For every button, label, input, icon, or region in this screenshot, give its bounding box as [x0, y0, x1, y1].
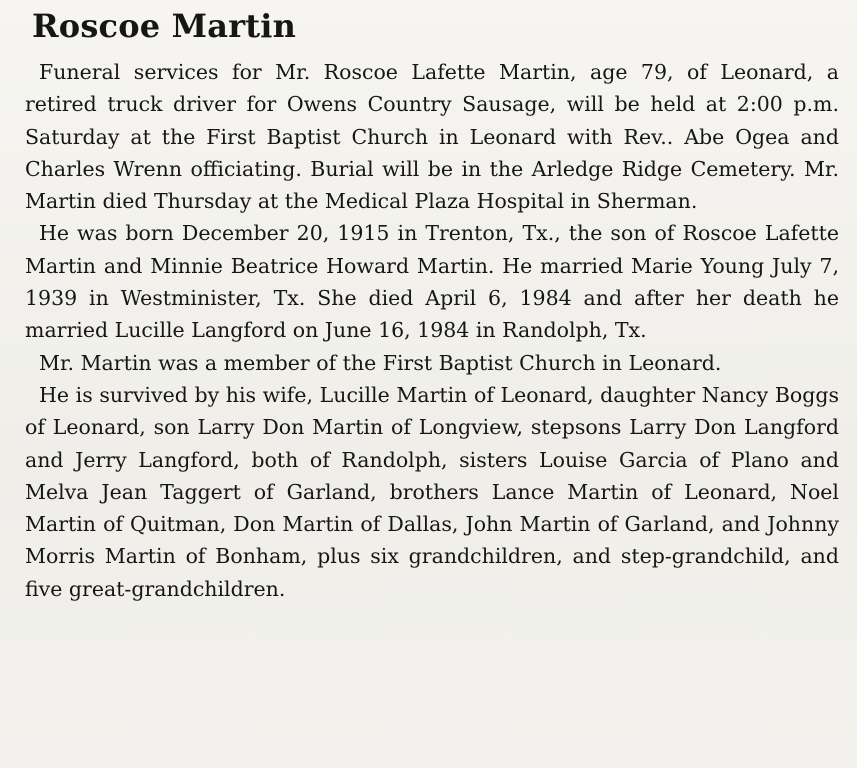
obituary-title: Roscoe Martin [32, 7, 297, 45]
paragraph-biography: He was born December 20, 1915 in Trenton, Tx., the son of Roscoe Lafette Martin and Minnie Beatrice Howard Martin. He married Marie Young July 7, 1939 in Westminister, Tx. She died April 6, 1984 and after her death he married Lucille Langford on June 16, 1984 in Randolph, Tx. [25, 221, 839, 343]
paragraph-funeral-services: Funeral services for Mr. Roscoe Lafette Martin, age 79, of Leonard, a retired truck driver for Owens Country Sausage, will be held at 2:00 p.m. Saturday at the First Baptist Church in Leonard with Rev.. Abe Ogea and Charles Wrenn officiating. Burial will be in the Arledge Ridge Cemetery. Mr. Martin died Thursday at the Medical Plaza Hospital in Sherman. [25, 60, 839, 214]
paragraph-survivors: He is survived by his wife, Lucille Martin of Leonard, daughter Nancy Boggs of Leonard, son Larry Don Martin of Longview, stepsons Larry Don Langford and Jerry Langford, both of Randolph, sisters Louise Garcia of Plano and Melva Jean Taggert of Garland, brothers Lance Martin of Leonard, Noel Martin of Quitman, Don Martin of Dallas, John Martin of Garland, and Johnny Morris Martin of Bonham, plus six grandchildren, and step-grandchild, and five great-grandchildren. [25, 382, 839, 601]
obituary-body [25, 56, 839, 605]
paragraph-church-membership: Mr. Martin was a member of the First Baptist Church in Leonard. [39, 350, 722, 375]
